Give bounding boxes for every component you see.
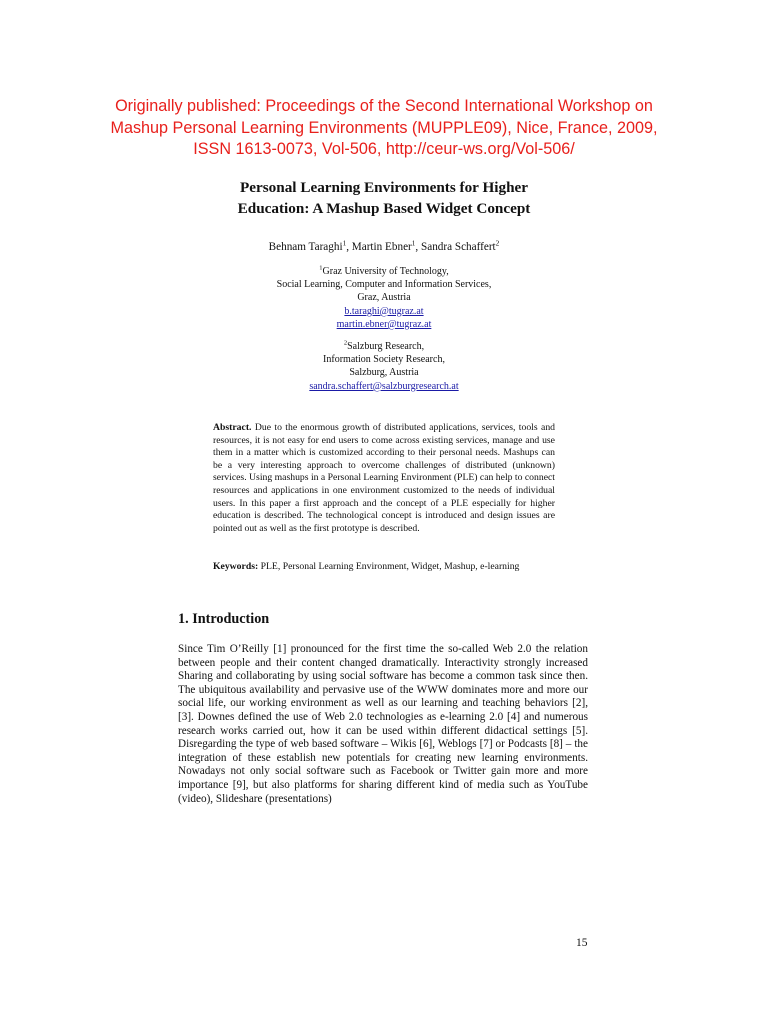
keywords-text: PLE, Personal Learning Environment, Widget, Mashup, e-learning [260,561,520,572]
keywords-label: Keywords: [213,561,259,572]
keywords [213,561,573,572]
email-link[interactable]: sandra.schaffert@salzburgresearch.at [309,380,459,392]
author-name: Martin Ebner [351,241,412,253]
affiliation-name: Salzburg Research, [347,341,425,352]
author-list [0,241,768,253]
publication-note-line: Originally published: Proceedings of the Second International Workshop on [115,97,653,115]
author-affiliation-mark: 1 [342,239,347,248]
abstract-label: Abstract. [213,422,252,433]
affiliation-block [0,340,768,393]
page-number: 15 [576,937,588,949]
affiliation-mark: 1 [319,264,323,272]
section-body: Since Tim O’Reilly [1] pronounced for the first time the so-called Web 2.0 the relation between people and their content changed dramatically. Interactivity strongly increased Sharing and collaborating by using social software has become a common task since then. The ubiquitous availability and pervasive use of the WWW dominates more and more our social life, our working environment as well as our learning and teaching behaviors [2], [3]. Downes defined the use of Web 2.0 technologies as e-learning 2.0 [4] and numerous research works carried out, how it can be used within different didactical settings [5]. Disregarding the type of web based software – Wikis [6], Weblogs [7] or Podcasts [8] – the integration of these establish new potentials for creating new learning environments. Nowadays not only social software such as Facebook or Twitter gain more and more importance [9], but also platforms for sharing different kind of media such as YouTube (video), Slideshare (presentations) [178,643,588,805]
affiliation-line: Graz, Austria [357,292,411,304]
abstract [213,422,555,535]
author-affiliation-mark: 2 [495,239,500,248]
author-separator: , [346,241,352,253]
paper-title [0,177,768,219]
publication-note-line: Mashup Personal Learning Environments (MUPPLE09), Nice, France, 2009, [110,118,658,137]
abstract-text: Due to the enormous growth of distributed applications, services, tools and resources, it is not easy for end users to come across existing services, manage and use them in a matter which is customized according to their personal needs. Mashups can be a very interesting approach to overcome challenges of distributed (unknown) services. Using mashups in a Personal Learning Environment (PLE) can help to connect resources and applications in one environment customized to the needs of individual users. In this paper a first approach and the concept of a PLE especially for higher education is described. The technological concept is introduced and design issues are pointed out as well as the first prototype is described. [213,422,556,534]
affiliation-name: Graz University of Technology, [322,266,449,277]
paper-title-line: Education: A Mashup Based Widget Concept [237,200,531,217]
email-link[interactable]: b.taraghi@tugraz.at [344,305,424,317]
affiliation-block [0,265,768,331]
publication-note [0,96,768,161]
affiliation-mark: 2 [343,339,348,347]
publication-note-line: ISSN 1613-0073, Vol-506, http://ceur-ws.org/Vol-506/ [193,140,575,158]
paper-title-line: Personal Learning Environments for Higher [240,179,528,196]
affiliation-line: Information Society Research, [323,354,445,366]
author-affiliation-mark: 1 [411,239,416,248]
author-name: Behnam Taraghi [268,241,343,253]
affiliation-line: Salzburg, Austria [349,367,419,379]
section-heading: 1. Introduction [178,611,270,627]
author-name: Sandra Schaffert [421,241,496,253]
affiliation-line: Social Learning, Computer and Information Services, [276,279,492,291]
author-separator: , [415,241,421,253]
email-link[interactable]: martin.ebner@tugraz.at [336,318,432,330]
